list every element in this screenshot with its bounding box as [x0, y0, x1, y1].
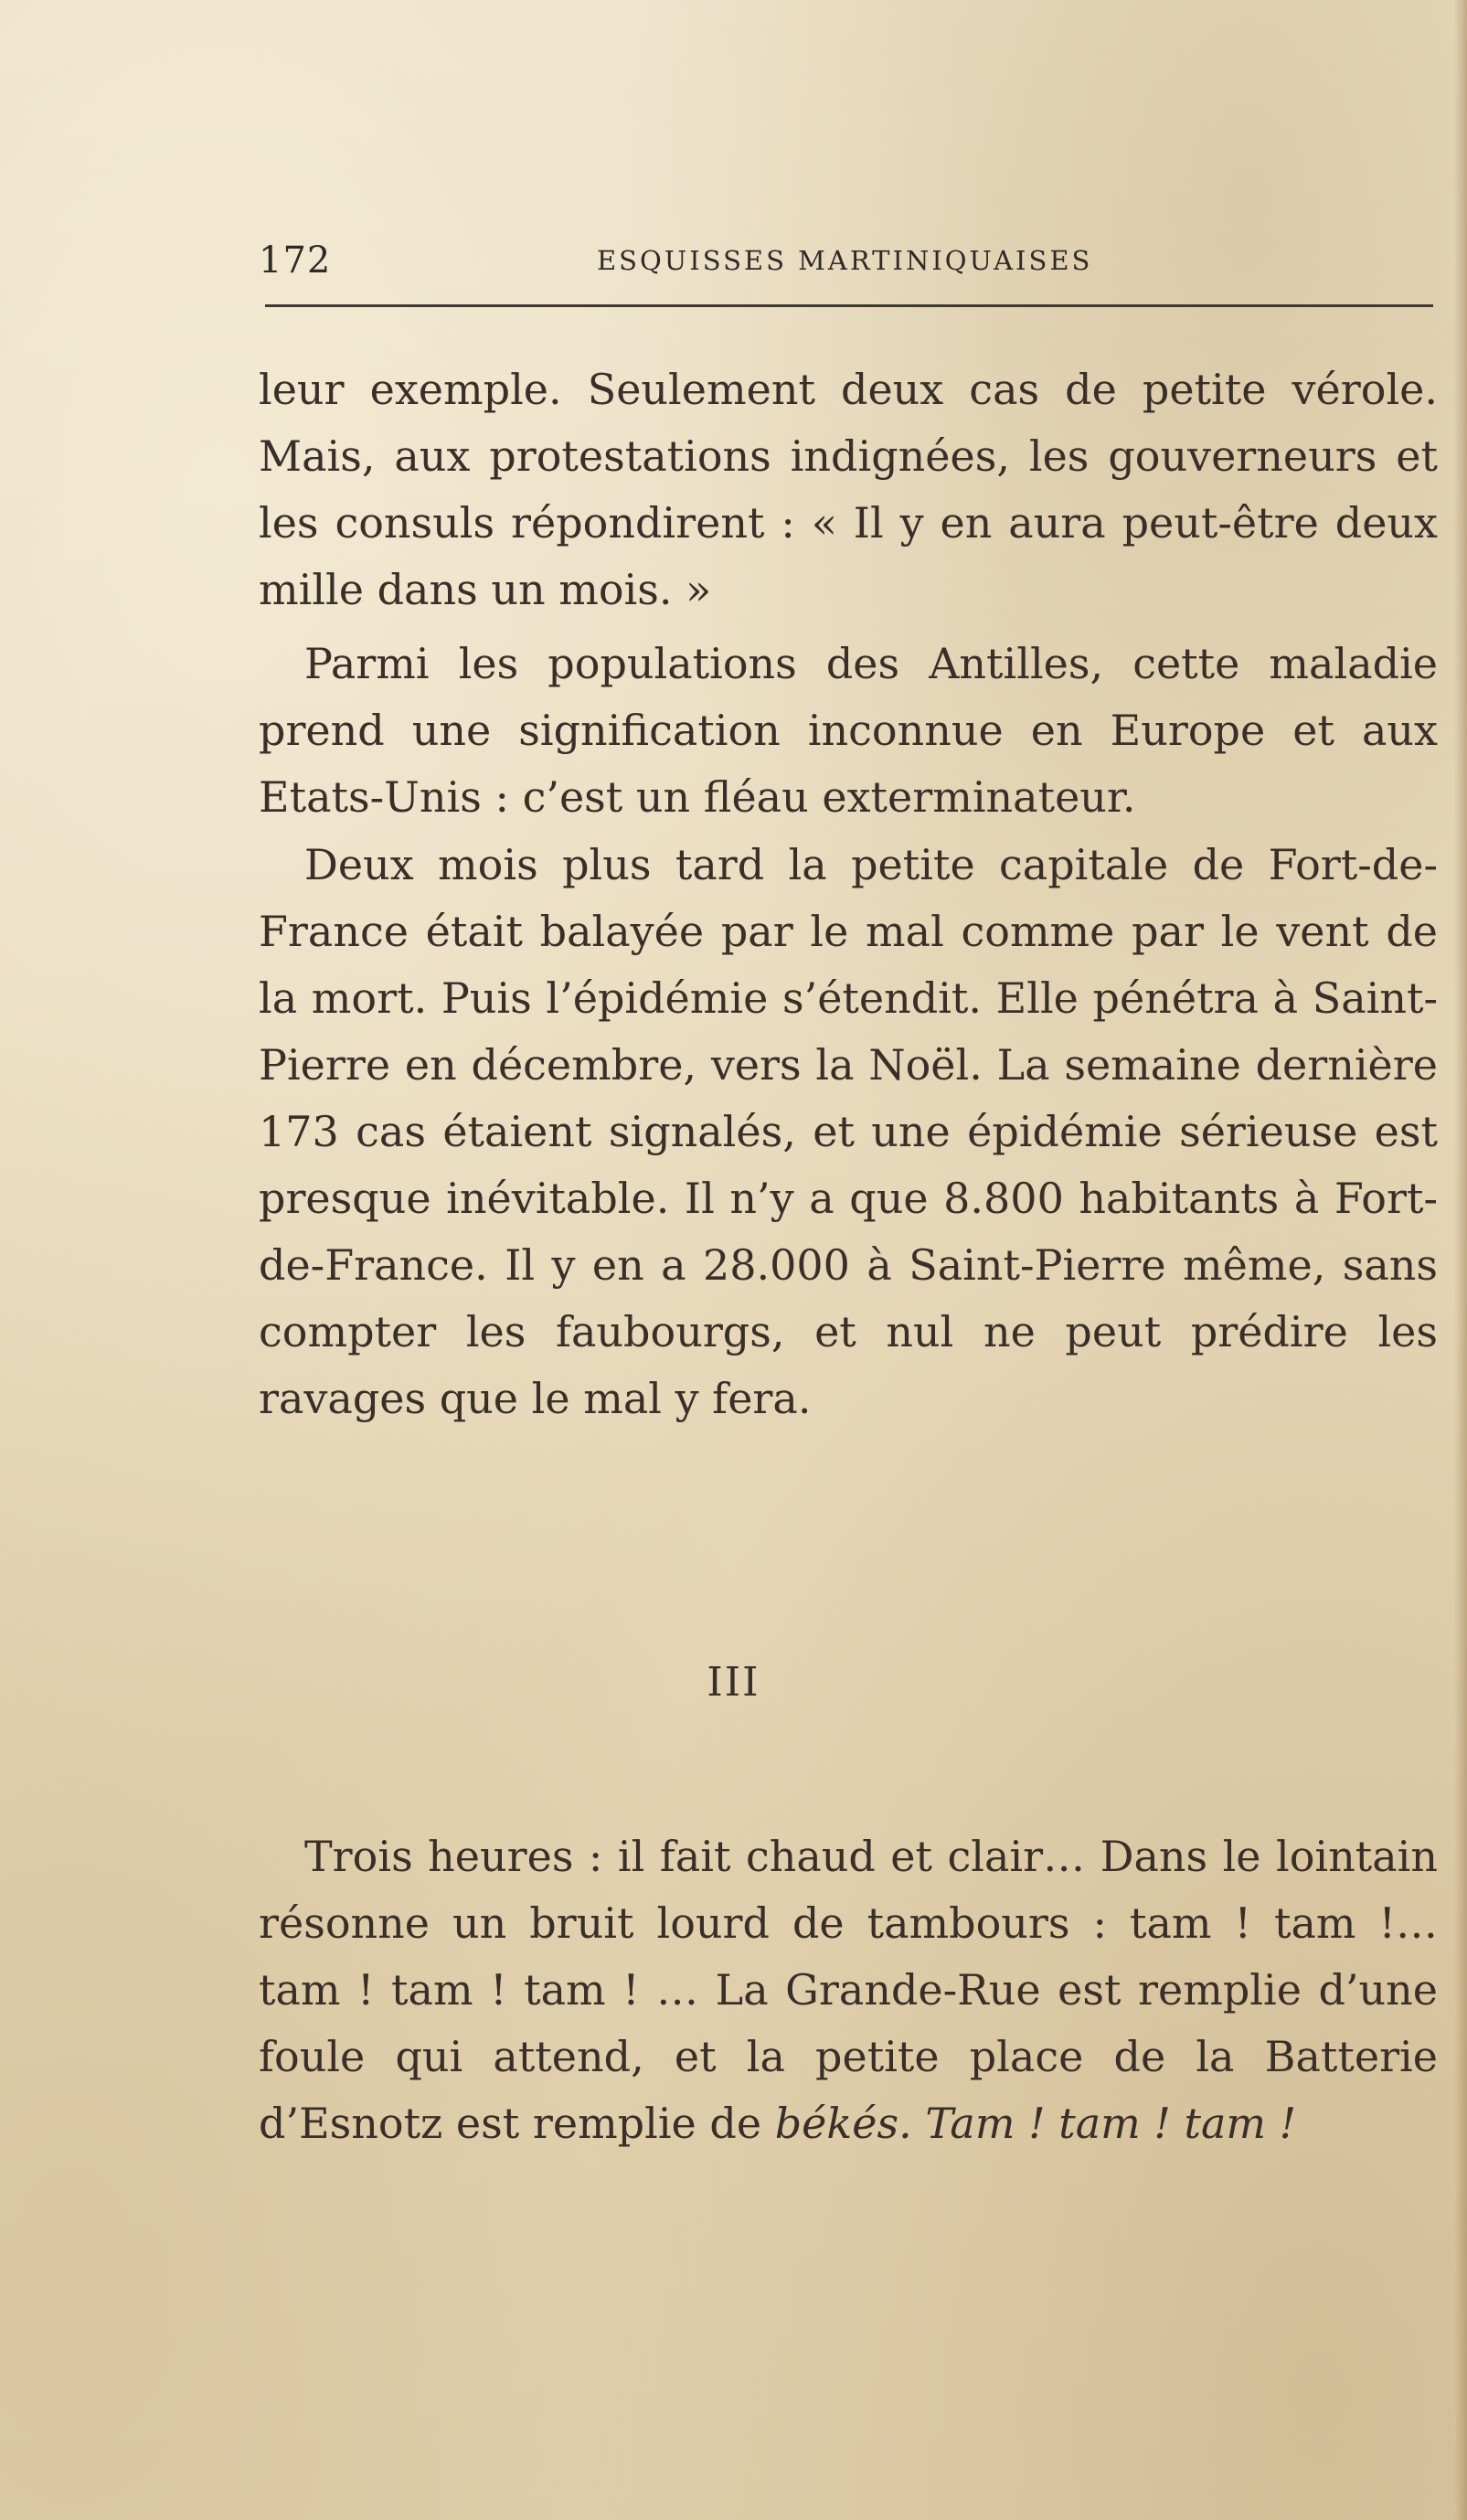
page-number: 172 [259, 239, 332, 282]
section-number: III [707, 1659, 760, 1706]
running-head [259, 239, 1438, 285]
paragraph-4 [259, 1824, 1438, 2157]
page-edge-shadow [1454, 0, 1467, 2520]
paragraph-3 [259, 832, 1438, 1432]
paragraph-3-text: Deux mois plus tard la petite capitale de Fort-de-France était balayée par le mal comme par le vent de la mort. Puis l’épidémie s’étendit. Elle pénétra à Saint-Pierre en décembre, vers la Noël. La semaine dernière 173 cas étaient signalés, et une épidémie sérieuse est presque inévitable. Il n’y a que 8.800 habitants à Fort-de-France. Il y en a 28.000 à Saint-Pierre même, sans compter les faubourgs, et nul ne peut prédire les ravages que le mal y fera. [259, 840, 1438, 1423]
running-title: ESQUISSES MARTINIQUAISES [597, 245, 1093, 276]
paragraph-1-text: leur exemple. Seulement deux cas de petite vérole. Mais, aux protestations indignées, les gouverneurs et les consuls répondirent : « Il y en aura peut-être deux mille dans un mois. » [259, 365, 1438, 614]
paragraph-4-text [259, 1824, 1438, 2157]
paragraph-4-main: Trois heures : il fait chaud et clair… Dans le lointain résonne un bruit lourd de tambours : tam ! tam !… tam ! tam ! tam ! … La Grande-Rue est remplie d’une foule qui attend, et la petite place de la Batterie d’Esnotz est remplie de [259, 1832, 1438, 2148]
paragraph-2 [259, 631, 1438, 831]
header-rule [265, 304, 1433, 307]
paragraph-2-text: Parmi les populations des Antilles, cette maladie prend une signification inconnue en Europe et aux Etats-Unis : c’est un fléau exterminateur. [259, 639, 1438, 822]
paragraph-1 [259, 356, 1438, 623]
paragraph-4-italic: békés. Tam ! tam ! tam ! [774, 2099, 1297, 2148]
